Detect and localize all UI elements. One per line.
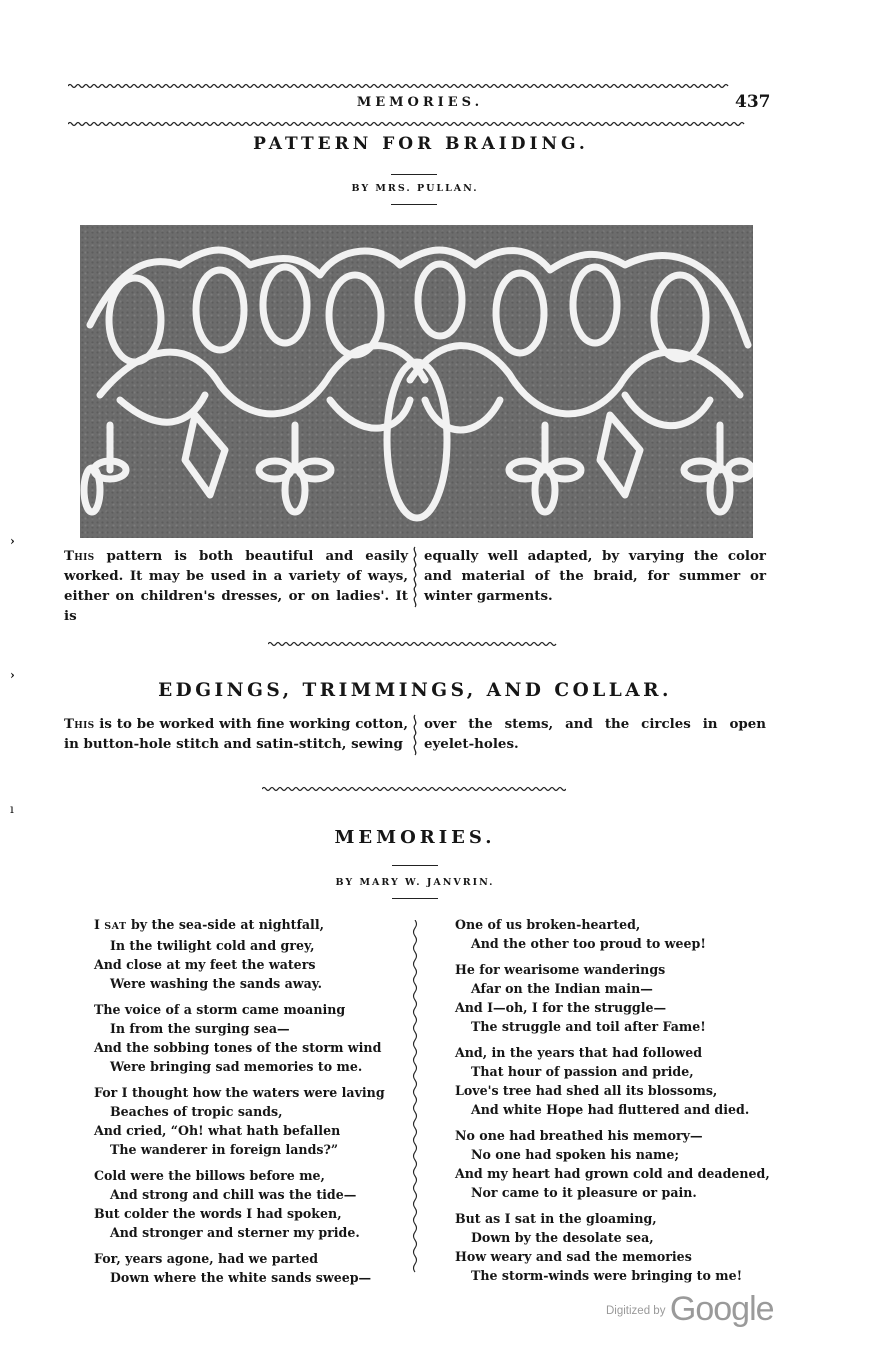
poem-line: Down where the white sands sweep—: [110, 1270, 372, 1285]
poem-line: Cold were the billows before me,: [94, 1168, 325, 1183]
poem-stanza: [455, 960, 785, 1036]
poem-line: For I thought how the waters were laving: [94, 1085, 385, 1100]
poem-line: Nor came to it pleasure or pain.: [471, 1185, 697, 1200]
braiding-rule-1: [391, 174, 437, 175]
braiding-pattern-illustration: [80, 225, 753, 538]
poem-line: That hour of passion and pride,: [471, 1064, 694, 1079]
braiding-title: PATTERN FOR BRAIDING.: [253, 134, 589, 154]
braiding-end-rule: [268, 641, 558, 647]
braiding-text-right: equally well adapted, by varying the color and material of the braid, for summer or winter garments.: [424, 548, 766, 604]
braiding-byline: BY MRS. PULLAN.: [351, 183, 479, 194]
edgings-title: EDGINGS, TRIMMINGS, AND COLLAR.: [158, 680, 672, 701]
column-brace-2: [411, 714, 419, 756]
poem-line: How weary and sad the memories: [455, 1249, 692, 1264]
poem-line: No one had breathed his memory—: [455, 1128, 703, 1143]
poem-line: The voice of a storm came moaning: [94, 1002, 346, 1017]
poem-line: And close at my feet the waters: [94, 957, 316, 972]
poem-line: Were washing the sands away.: [110, 976, 323, 991]
watermark-google-logo: Google: [669, 1290, 774, 1328]
margin-mark-2: ›: [10, 668, 15, 682]
braiding-text-left: [64, 546, 408, 626]
digitized-watermark: [606, 1290, 774, 1329]
watermark-prefix: Digitized by: [606, 1305, 666, 1317]
poem-stanza: [94, 1249, 404, 1287]
poem-line: But colder the words I had spoken,: [94, 1206, 342, 1221]
poem-line: Down by the desolate sea,: [471, 1230, 654, 1245]
braiding-rule-2: [391, 204, 437, 205]
column-brace-1: [411, 546, 419, 608]
memories-rule-2: [392, 898, 438, 899]
poem-line: In the twilight cold and grey,: [110, 938, 315, 953]
edgings-text-right: over the stems, and the circles in open eyelet-holes.: [424, 716, 766, 752]
poem-line: And strong and chill was the tide—: [110, 1187, 357, 1202]
edgings-first-word: This: [64, 716, 95, 732]
poem-line: But as I sat in the gloaming,: [455, 1211, 657, 1226]
poem-line: In from the surging sea—: [110, 1021, 290, 1036]
edgings-text-left: [64, 714, 408, 754]
poem-line: For, years agone, had we parted: [94, 1251, 319, 1266]
poem-stanza: [455, 915, 785, 953]
poem-divider: [411, 920, 419, 1278]
braiding-text-left-body: pattern is both beautiful and easily worked. It may be used in a variety of ways, either on children's dresses, or on ladies'. It is: [64, 548, 408, 624]
poem-line: And, in the years that had followed: [455, 1045, 703, 1060]
page-number: 437: [735, 92, 771, 112]
poem-line: He for wearisome wanderings: [455, 962, 666, 977]
poem-line: And cried, “Oh! what hath befallen: [94, 1123, 341, 1138]
poem-line: Were bringing sad memories to me.: [110, 1059, 363, 1074]
braiding-pattern-icon: [80, 225, 753, 538]
poem-line: I SAT by the sea-side at nightfall,: [94, 917, 325, 932]
poem-stanza: [94, 1166, 404, 1242]
poem-stanza: [94, 915, 404, 993]
margin-mark: ›: [10, 534, 15, 548]
poem-line: And the sobbing tones of the storm wind: [94, 1040, 382, 1055]
poem-line: And the other too proud to weep!: [471, 936, 706, 951]
running-title: MEMORIES.: [356, 95, 484, 110]
poem-line: Beaches of tropic sands,: [110, 1104, 283, 1119]
poem-stanza: [455, 1209, 785, 1285]
braiding-first-word: This: [64, 548, 95, 564]
poem-stanza: [455, 1126, 785, 1202]
poem-line: The wanderer in foreign lands?”: [110, 1142, 339, 1157]
poem-line: And stronger and sterner my pride.: [110, 1225, 360, 1240]
poem-line: One of us broken-hearted,: [455, 917, 641, 932]
memories-title: MEMORIES.: [334, 827, 496, 848]
poem-line: No one had spoken his name;: [471, 1147, 680, 1162]
poem-left-column: [94, 915, 404, 1294]
poem-stanza: [94, 1083, 404, 1159]
header-bottom-rule: [68, 121, 764, 127]
margin-mark-3: ı: [10, 802, 14, 816]
edgings-end-rule: [262, 786, 566, 792]
poem-line: The struggle and toil after Fame!: [471, 1019, 706, 1034]
memories-byline: BY MARY W. JANVRIN.: [335, 877, 495, 888]
poem-line: Love's tree had shed all its blossoms,: [455, 1083, 718, 1098]
poem-line: And my heart had grown cold and deadened,: [455, 1166, 770, 1181]
poem-stanza: [94, 1000, 404, 1076]
edgings-text-left-body: is to be worked with fine working cotton, in button-hole stitch and satin-stitch, sewing: [64, 716, 408, 752]
poem-line: And white Hope had fluttered and died.: [471, 1102, 750, 1117]
poem-right-column: [455, 915, 785, 1292]
memories-rule-1: [392, 865, 438, 866]
poem-line: And I—oh, I for the struggle—: [455, 1000, 667, 1015]
poem-line: The storm-winds were bringing to me!: [471, 1268, 743, 1283]
header-top-rule: [68, 83, 768, 89]
poem-stanza: [455, 1043, 785, 1119]
poem-line: Afar on the Indian main—: [471, 981, 653, 996]
